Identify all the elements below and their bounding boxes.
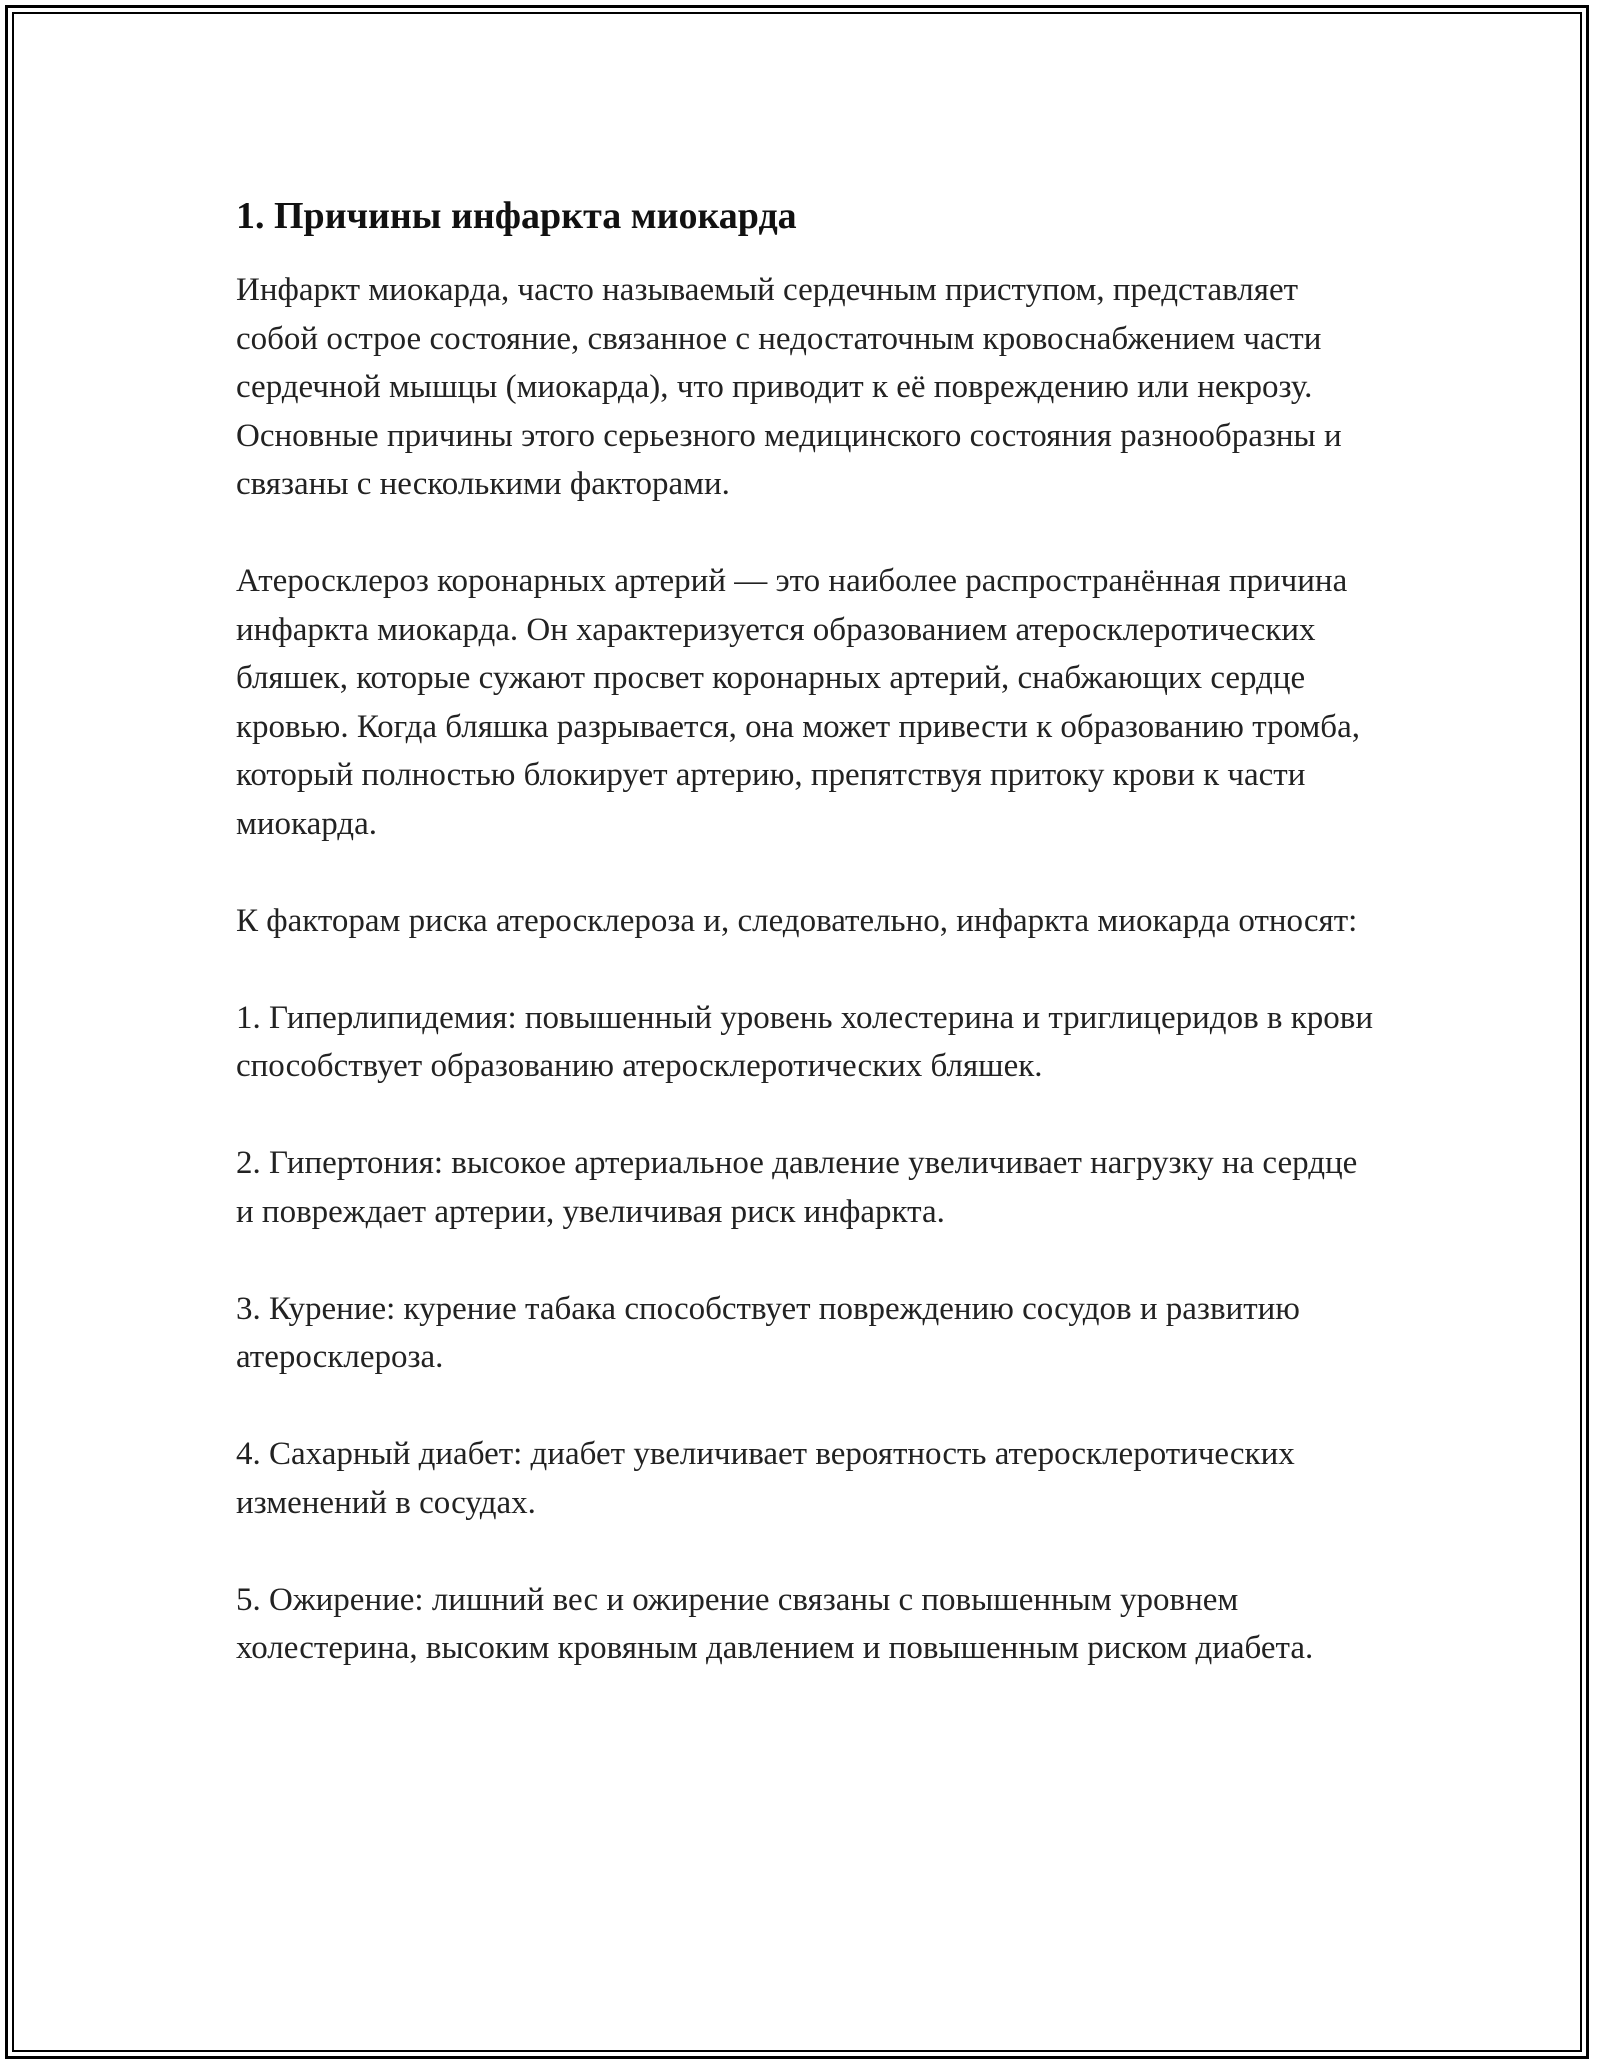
section-heading: 1. Причины инфаркта миокарда xyxy=(236,195,797,237)
list-item-smoking: 3. Курение: курение табака способствует повреждению сосудов и развитию атеросклероза. xyxy=(236,1290,1300,1375)
list-item-obesity: 5. Ожирение: лишний вес и ожирение связаны с повышенным уровнем холестерина, высоким кровяным давлением и повышенным риском диабета. xyxy=(236,1581,1314,1666)
paragraph-atherosclerosis: Атеросклероз коронарных артерий — это наиболее распространённая причина инфаркта миокарда. Он характеризуется образованием атеросклеротических бляшек, которые сужают просвет коронарных артерий, снабжающих сердце кровью. Когда бляшка разрывается, она может привести к образованию тромба, который полностью блокирует артерию, препятствуя притоку крови к части миокарда. xyxy=(236,563,1360,842)
list-item-hyperlipidemia: 1. Гиперлипидемия: повышенный уровень холестерина и триглицеридов в крови способствует образованию атеросклеротических бляшек. xyxy=(236,999,1374,1084)
document-body xyxy=(236,186,1376,1721)
paragraph-risk-factors-intro: К факторам риска атеросклероза и, следовательно, инфаркта миокарда относят: xyxy=(236,902,1358,939)
list-item-diabetes: 4. Сахарный диабет: диабет увеличивает вероятность атеросклеротических изменений в сосудах. xyxy=(236,1436,1295,1521)
paragraph-intro: Инфаркт миокарда, часто называемый сердечным приступом, представляет собой острое состояние, связанное с недостаточным кровоснабжением части сердечной мышцы (миокарда), что приводит к её повреждению или некрозу. Основные причины этого серьезного медицинского состояния разнообразны и связаны с несколькими факторами. xyxy=(236,272,1342,502)
list-item-hypertension: 2. Гипертония: высокое артериальное давление увеличивает нагрузку на сердце и повреждает артерии, увеличивая риск инфаркта. xyxy=(236,1145,1358,1230)
